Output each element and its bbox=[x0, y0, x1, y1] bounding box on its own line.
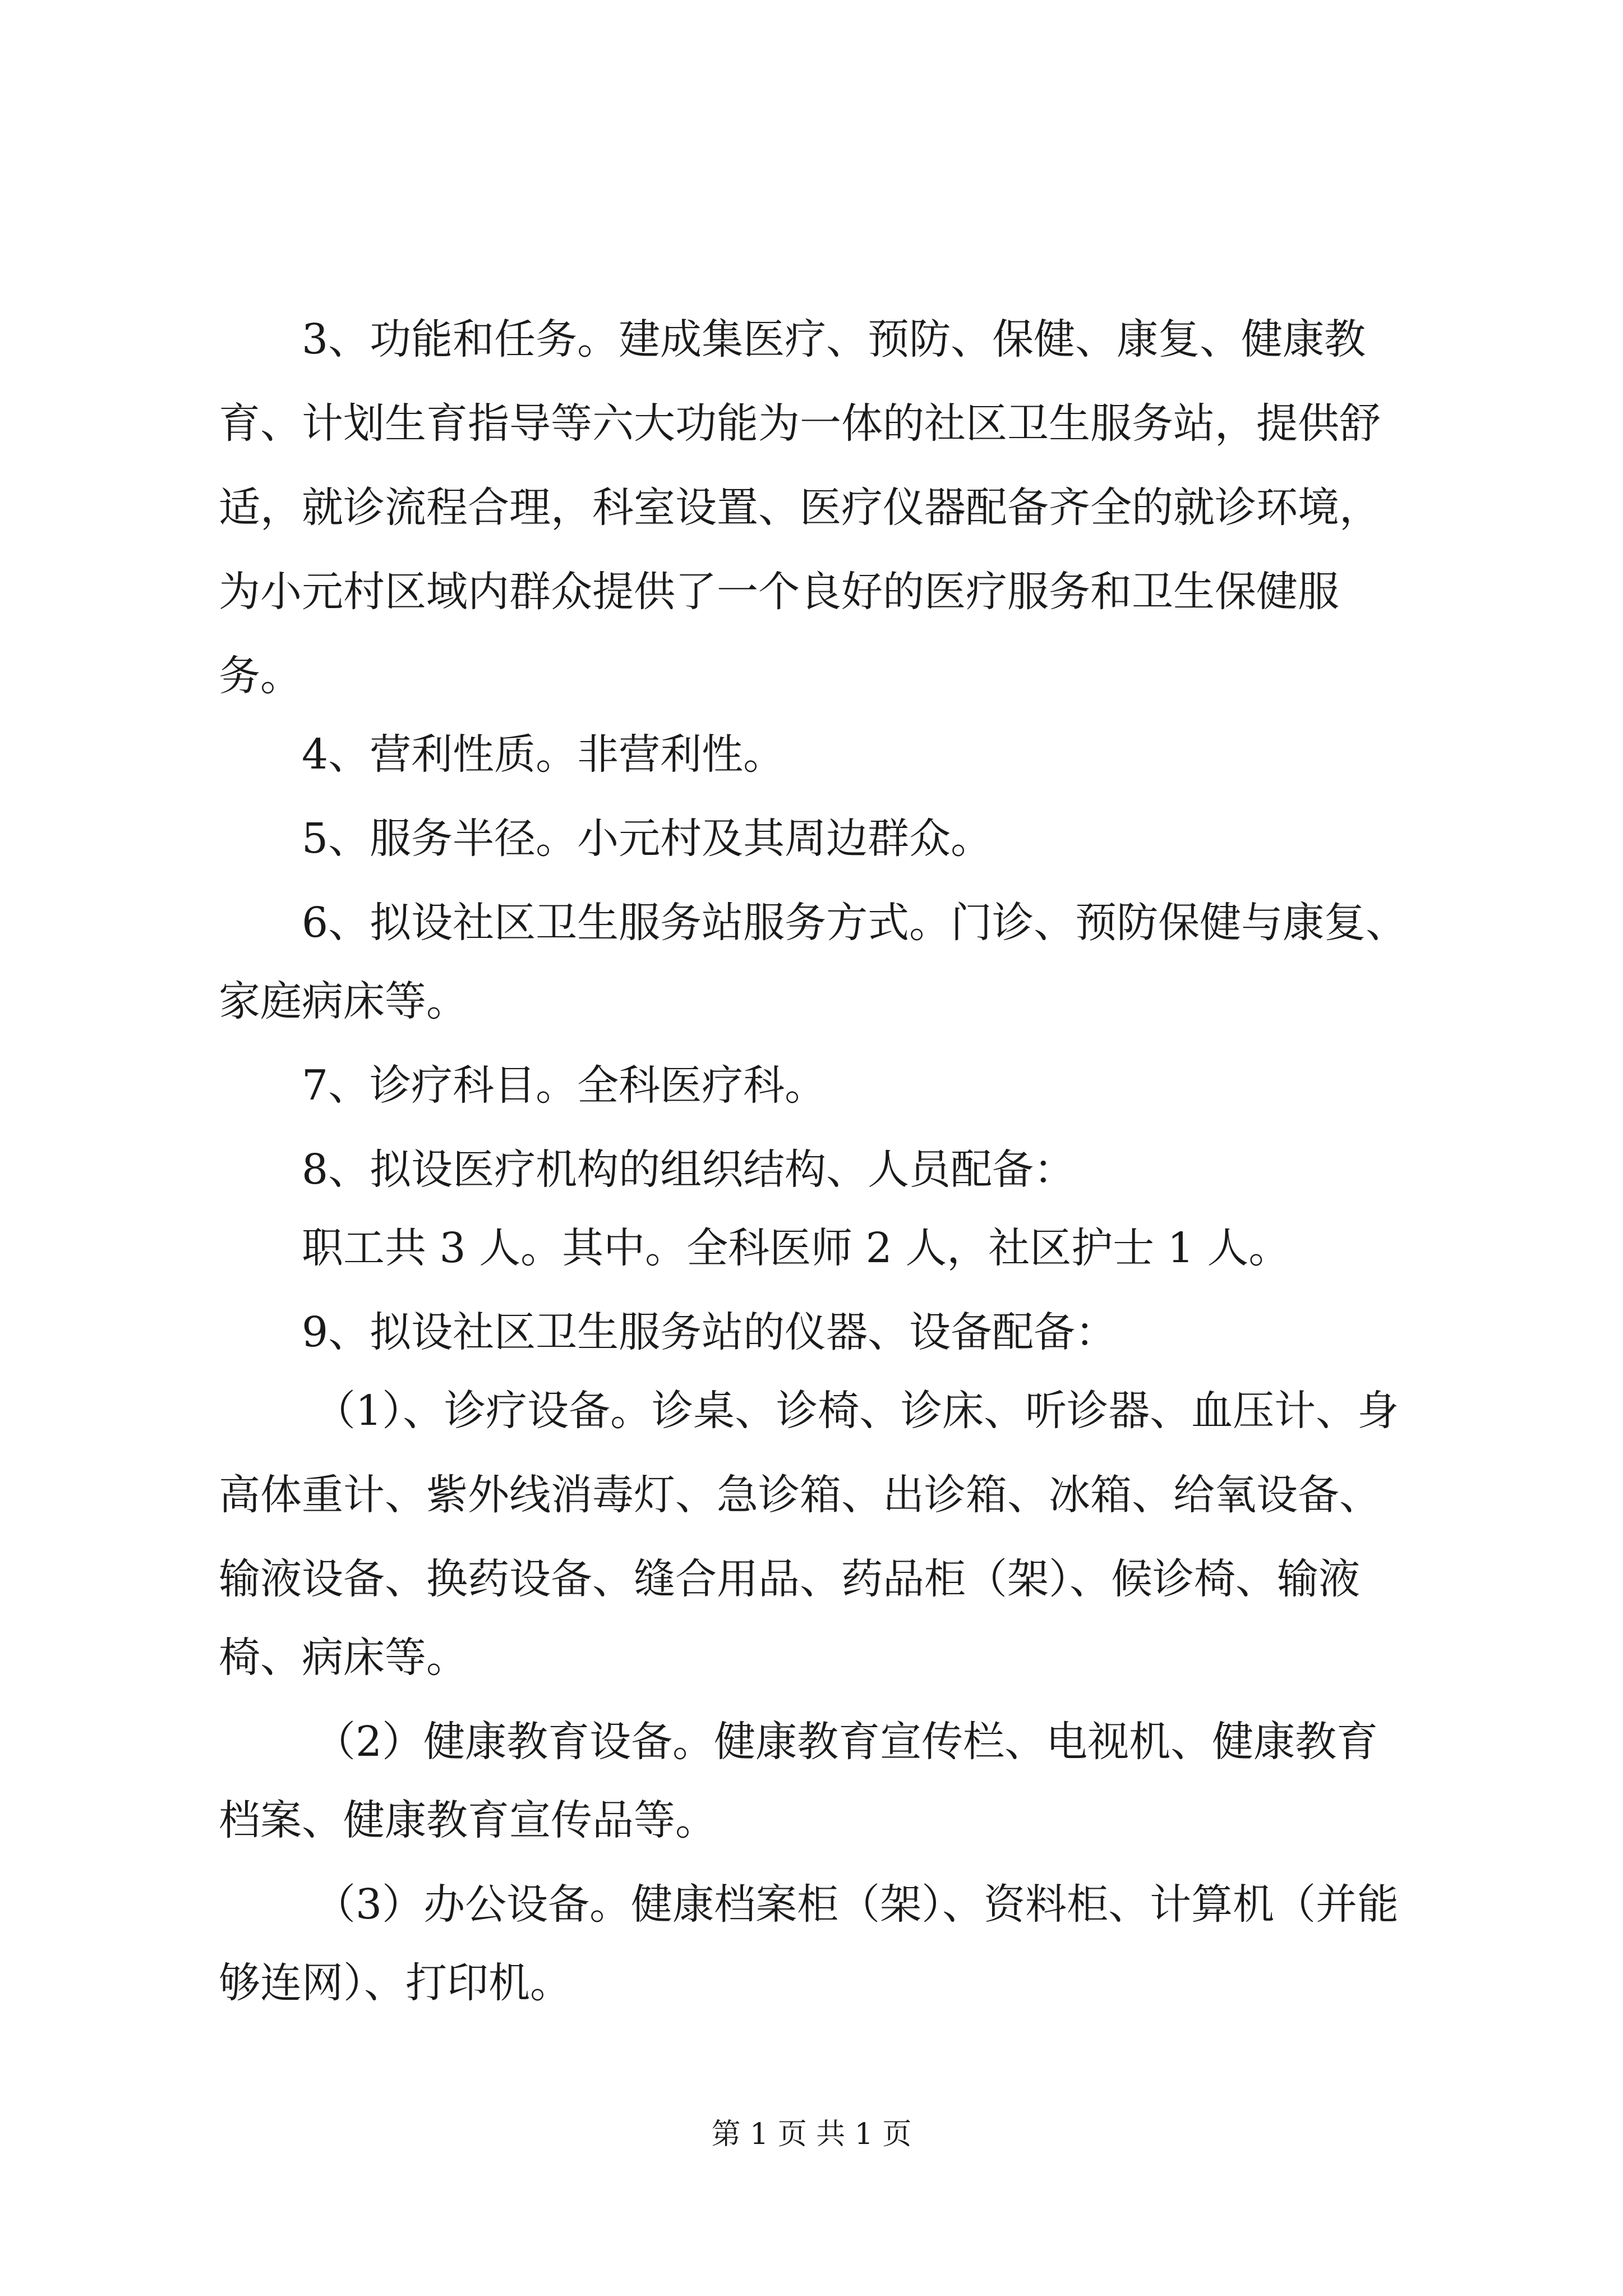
paragraph-3-line-2: 育、计划生育指导等六大功能为一体的社区卫生服务站，提供舒 bbox=[219, 399, 1381, 448]
equipment-1-line-3: 输液设备、换药设备、缝合用品、药品柜（架）、候诊椅、输液 bbox=[219, 1555, 1360, 1603]
page-footer: 第 1 页 共 1 页 bbox=[711, 2118, 912, 2151]
paragraph-4: 4、营利性质。非营利性。 bbox=[302, 730, 785, 779]
equipment-2-line-1: （2）健康教育设备。健康教育宣传栏、电视机、健康教育 bbox=[314, 1718, 1378, 1766]
paragraph-5: 5、服务半径。小元村及其周边群众。 bbox=[302, 815, 993, 863]
paragraph-3-line-5: 务。 bbox=[219, 652, 302, 700]
equipment-1-line-1: （1）、诊疗设备。诊桌、诊椅、诊床、听诊器、血压计、身 bbox=[314, 1387, 1399, 1435]
paragraph-6-line-2: 家庭病床等。 bbox=[219, 977, 468, 1025]
paragraph-7: 7、诊疗科目。全科医疗科。 bbox=[302, 1061, 827, 1110]
equipment-1-line-4: 椅、病床等。 bbox=[219, 1634, 468, 1682]
equipment-2-line-2: 档案、健康教育宣传品等。 bbox=[219, 1796, 717, 1844]
staff-paragraph: 职工共 3 人。其中。全科医师 2 人，社区护士 1 人。 bbox=[302, 1224, 1290, 1272]
paragraph-6-line-1: 6、拟设社区卫生服务站服务方式。门诊、预防保健与康复、 bbox=[302, 899, 1408, 947]
paragraph-3-line-1: 3、功能和任务。建成集医疗、预防、保健、康复、健康教 bbox=[302, 315, 1366, 364]
equipment-3-line-2: 够连网）、打印机。 bbox=[219, 1959, 571, 2007]
paragraph-8: 8、拟设医疗机构的组织结构、人员配备： bbox=[302, 1145, 1076, 1194]
paragraph-3-line-3: 适，就诊流程合理，科室设置、医疗仪器配备齐全的就诊环境， bbox=[219, 484, 1381, 532]
paragraph-3-line-4: 为小元村区域内群众提供了一个良好的医疗服务和卫生保健服 bbox=[219, 568, 1339, 616]
paragraph-9: 9、拟设社区卫生服务站的仪器、设备配备： bbox=[302, 1308, 1117, 1356]
equipment-3-line-1: （3）办公设备。健康档案柜（架）、资料柜、计算机（并能 bbox=[314, 1880, 1399, 1929]
equipment-1-line-2: 高体重计、紫外线消毒灯、急诊箱、出诊箱、冰箱、给氧设备、 bbox=[219, 1471, 1381, 1519]
